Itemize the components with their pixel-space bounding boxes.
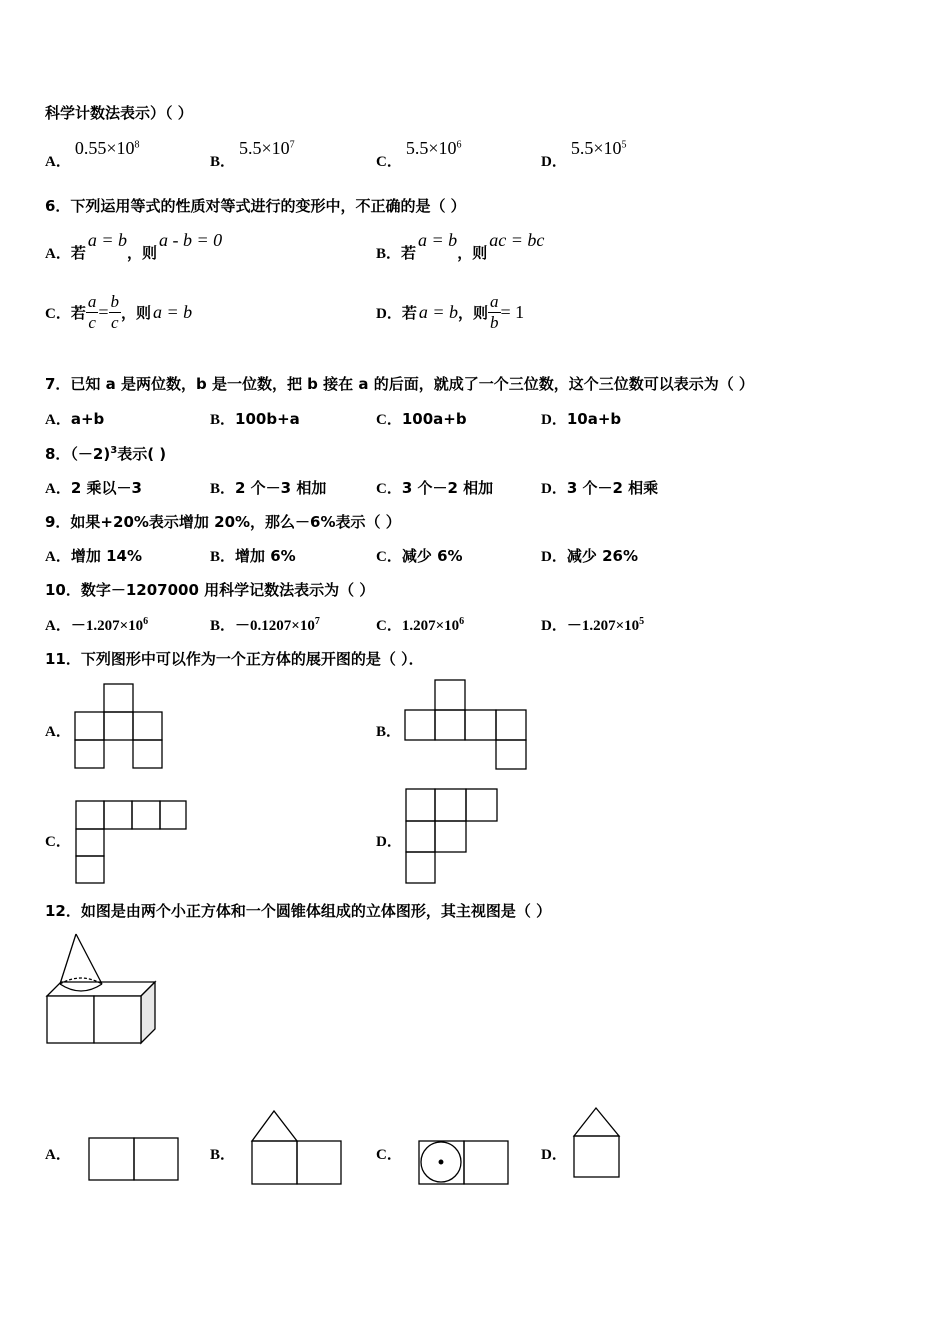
then-word: ，则 [121,304,152,322]
net-square [132,801,160,829]
option-text: 减少 26% [566,547,638,565]
denominator: b [490,313,499,332]
view-triangle [574,1108,619,1136]
q11-net-d-figure[interactable] [405,788,501,886]
view-square [464,1141,508,1184]
condition: a = b [418,302,459,322]
result: a - b = 0 [159,230,223,250]
net-square [76,801,104,829]
option-value: 5.5×10 [405,138,457,158]
option-label: B． [210,549,236,565]
view-triangle [252,1111,297,1141]
q12-label-c[interactable]: C． [376,1147,402,1163]
view-square [574,1136,619,1177]
if-word: 若 [70,244,86,262]
view-center-dot [439,1160,443,1164]
q10-option-c[interactable] [376,614,464,635]
option-exponent: 8 [134,139,140,151]
q12-label-b[interactable]: B． [210,1147,236,1163]
net-square [75,712,104,740]
q9-option-a[interactable] [45,545,142,566]
q7-stem: 7．已知 a 是两位数，b 是一位数，把 b 接在 a 的后面，就成了一个三位数，这个三位数可以表示为（ ） [45,375,754,393]
q12-view-a-figure[interactable] [88,1137,180,1183]
fraction-a-over-c [86,292,99,333]
condition: a = b [418,230,458,250]
condition: a = b [87,230,128,250]
option-label: A． [45,549,71,565]
denominator: c [110,313,119,332]
q12-view-c-figure[interactable] [418,1139,510,1187]
option-text: －1.207×10 [70,618,144,634]
q8-stem-post: 表示( ) [117,445,167,463]
option-text: 2 个－3 相加 [235,479,327,497]
q11-label-b[interactable]: B． [376,724,402,740]
q12-label-a[interactable]: A． [45,1147,71,1163]
net-square [435,710,465,740]
option-label: D． [541,154,567,170]
q6-option-b[interactable] [376,230,545,262]
option-text: 减少 6% [401,547,463,565]
option-label: C． [376,549,402,565]
option-text: 10a+b [566,410,622,428]
cone-edge [76,934,102,984]
q6-option-c[interactable] [45,292,192,333]
option-label: B． [210,412,236,428]
q11-label-c[interactable]: C． [45,834,71,850]
q12-label-d[interactable]: D． [541,1147,567,1163]
cone-edge [60,934,76,984]
q5-stem-tail: 科学计数法表示）（ ） [45,104,193,122]
q12-view-b-figure[interactable] [251,1108,343,1188]
numerator: a [87,292,97,311]
option-label: A． [45,481,71,497]
option-text: －0.1207×10 [235,618,315,634]
option-label: D． [376,306,402,322]
then-word: ，则 [458,304,489,322]
option-label: A． [45,154,71,170]
then-word: ，则 [457,244,488,262]
option-label: D． [541,481,567,497]
q7-option-a[interactable] [45,408,104,429]
then-word: ，则 [127,244,158,262]
option-label: C． [376,481,402,497]
q12-view-d-figure[interactable] [573,1106,623,1180]
net-square [496,740,526,769]
option-exponent: 7 [289,139,295,151]
net-square [160,801,186,829]
equals-sign: = [98,302,109,322]
q11-net-a-figure[interactable] [74,684,166,770]
option-text: 100b+a [235,410,300,428]
q9-option-b[interactable] [210,545,296,566]
net-square [406,821,435,852]
q8-option-a[interactable] [45,477,142,498]
q5-option-c[interactable] [376,138,462,170]
if-word: 若 [401,304,417,322]
q9-option-d[interactable] [541,545,638,566]
q5-option-a[interactable] [45,138,140,170]
option-text: －1.207×10 [566,618,640,634]
q8-option-c[interactable] [376,477,493,498]
option-label: D． [541,412,567,428]
option-value: 5.5×10 [570,138,622,158]
net-square [76,856,104,883]
net-square [496,710,526,740]
option-label: B． [210,481,236,497]
q11-label-d[interactable]: D． [376,834,402,850]
net-square [406,789,435,821]
net-square [133,712,162,740]
option-exponent: 6 [143,616,149,627]
option-value: 5.5×10 [239,138,290,158]
q8-stem [45,443,166,464]
view-square [252,1141,297,1184]
option-text: 3 个－2 相乘 [566,479,659,497]
net-square [104,801,132,829]
q11-net-c-figure[interactable] [75,800,189,886]
view-square [297,1141,341,1184]
option-text: 100a+b [401,410,467,428]
q5-option-b[interactable] [210,138,295,170]
option-label: B． [376,246,402,262]
option-label: D． [541,618,567,634]
option-label: C． [376,412,402,428]
option-label: B． [210,154,236,170]
q10-option-b[interactable] [210,614,320,635]
q6-option-d[interactable] [376,292,524,333]
q10-option-a[interactable] [45,614,148,635]
q7-option-c[interactable] [376,408,467,429]
option-label: C． [376,618,402,634]
fraction-b-over-c [109,292,122,333]
option-text: 增加 14% [70,547,142,565]
q6-stem: 6．下列运用等式的性质对等式进行的变形中，不正确的是（ ） [45,197,466,215]
option-exponent: 5 [621,139,627,151]
option-exponent: 6 [456,139,462,151]
q10-stem: 10．数字－1207000 用科学记数法表示为（ ） [45,581,375,599]
option-label: B． [210,618,236,634]
option-label: A． [45,412,71,428]
q11-stem: 11．下列图形中可以作为一个正方体的展开图的是（ ）． [45,650,424,668]
prism-front-cube-right [94,996,141,1043]
q11-net-b-figure[interactable] [404,679,530,771]
net-square [435,680,465,710]
option-label: C． [45,306,71,322]
option-exponent: 5 [639,616,645,627]
net-square [104,684,133,712]
result: a = b [153,302,193,322]
option-text: 2 乘以－3 [70,479,142,497]
q12-stem: 12．如图是由两个小正方体和一个圆锥体组成的立体图形，其主视图是（ ） [45,902,552,920]
result: = 1 [500,302,525,322]
denominator: c [88,313,96,332]
q5-option-d[interactable] [541,138,627,170]
option-label: A． [45,618,71,634]
q6-option-a[interactable] [45,230,223,262]
prism-front-cube-left [47,996,94,1043]
view-square [134,1138,178,1180]
net-square [76,829,104,856]
option-text: a+b [70,410,105,428]
net-square [466,789,497,821]
net-square [75,740,104,768]
q8-option-d[interactable] [541,477,658,498]
option-text: 1.207×10 [401,618,460,634]
net-square [435,789,466,821]
q8-option-b[interactable] [210,477,326,498]
net-square [435,821,466,852]
net-square [406,852,435,883]
option-label: D． [541,549,567,565]
q12-solid-figure [45,932,157,1048]
option-label: C． [376,154,402,170]
option-label: A． [45,246,71,262]
option-text: 增加 6% [235,547,296,565]
numerator: b [110,292,120,311]
q9-stem: 9．如果+20%表示增加 20%，那么－6%表示（ ） [45,513,401,531]
if-word: 若 [401,244,417,262]
fraction-a-over-b [488,292,501,333]
result: ac = bc [489,230,545,250]
q9-option-c[interactable] [376,545,463,566]
net-square [465,710,496,740]
net-square [133,740,162,768]
option-exponent: 7 [314,616,320,627]
option-exponent: 6 [459,616,465,627]
q8-exponent: 3 [110,445,118,456]
option-text: 3 个－2 相加 [401,479,494,497]
view-square [89,1138,134,1180]
q10-option-d[interactable] [541,614,644,635]
q7-option-d[interactable] [541,408,621,429]
net-square [405,710,435,740]
q7-option-b[interactable] [210,408,300,429]
option-value: 0.55×10 [74,138,135,158]
net-square [104,712,133,740]
numerator: a [490,292,499,311]
q8-stem-pre: 8．（－2) [45,445,111,463]
q11-label-a[interactable]: A． [45,724,71,740]
if-word: 若 [70,304,86,322]
